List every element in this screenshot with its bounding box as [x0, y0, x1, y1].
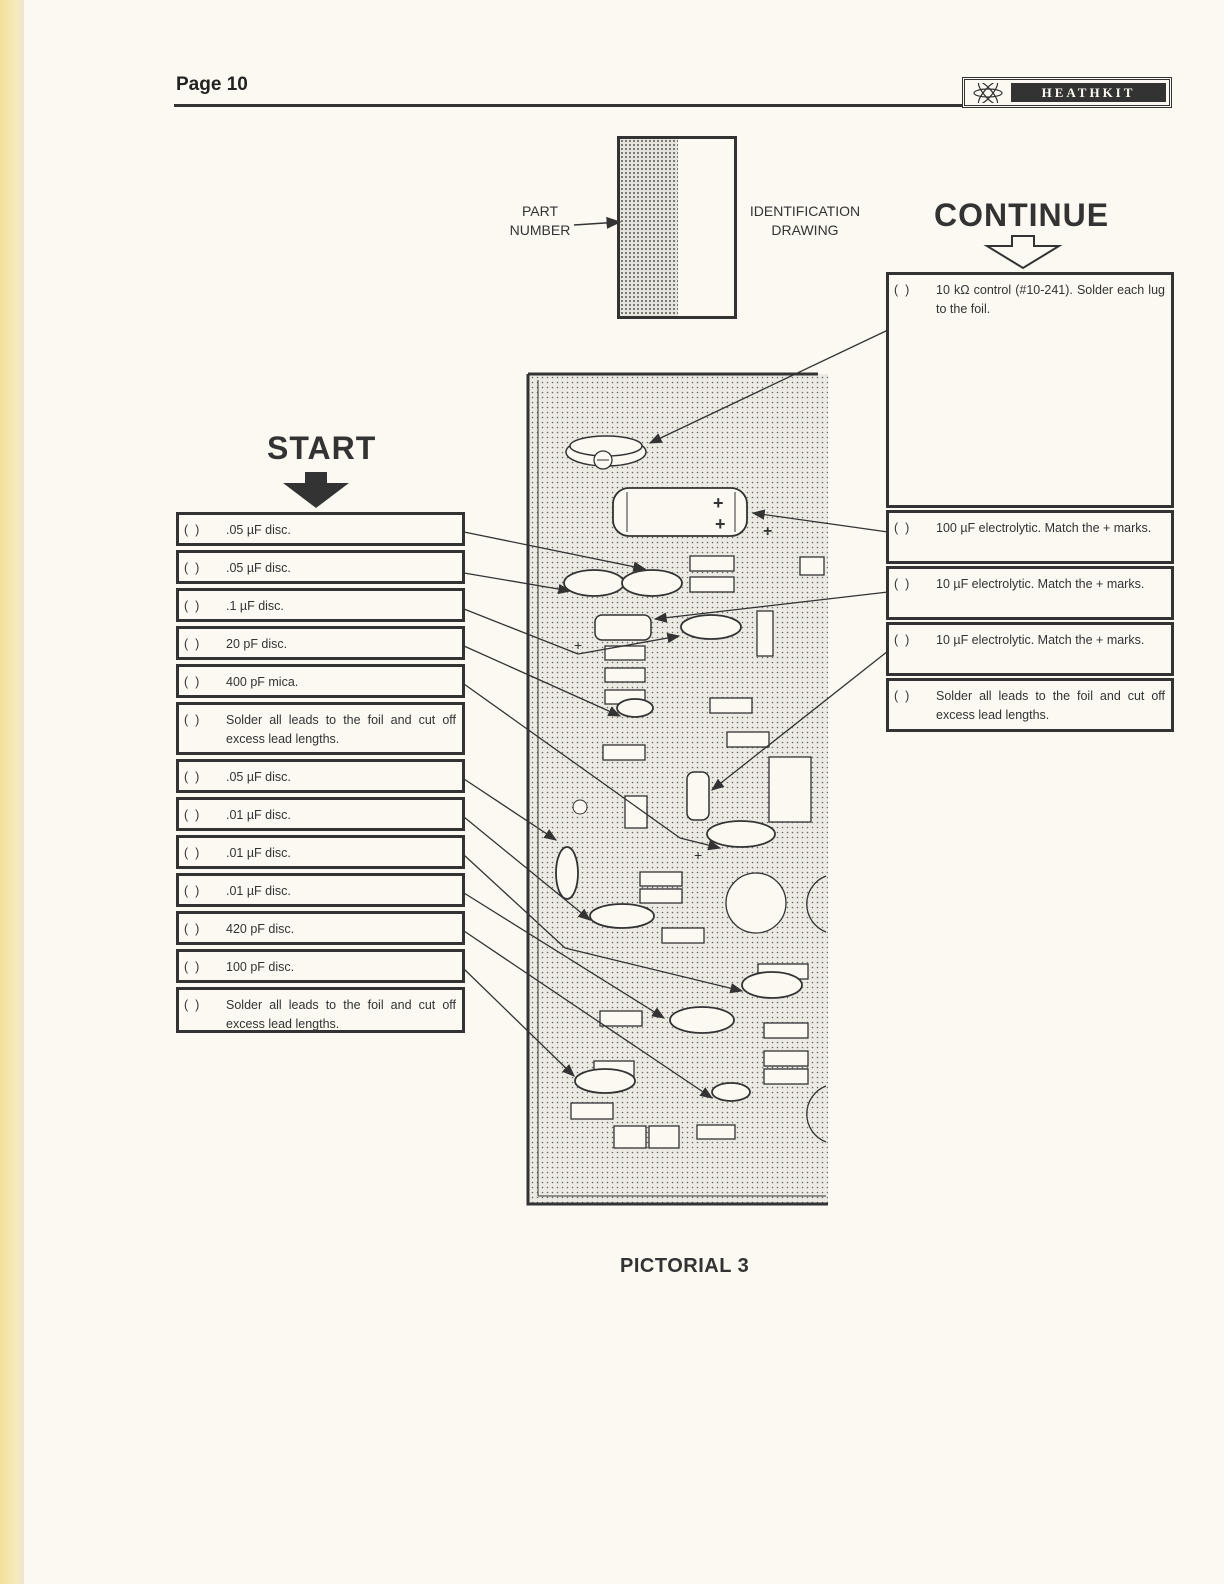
step-text: 10 µF electrolytic. Match the + marks. — [936, 633, 1145, 647]
part-label-line: PART — [521, 203, 559, 219]
step-item[interactable] — [176, 987, 465, 1033]
svg-text:+: + — [713, 493, 724, 513]
step-checkbox[interactable]: ( ) — [184, 713, 200, 727]
step-checkbox[interactable]: ( ) — [184, 922, 200, 936]
step-checkbox[interactable]: ( ) — [184, 770, 200, 784]
svg-text:+: + — [694, 847, 703, 863]
step-item[interactable] — [886, 272, 1174, 508]
start-arrow-icon — [283, 483, 349, 508]
step-text: Solder all leads to the foil and cut off excess lead lengths. — [226, 713, 456, 746]
step-checkbox[interactable]: ( ) — [184, 561, 200, 575]
step-text: 100 pF disc. — [226, 960, 295, 974]
start-arrow-shaft — [305, 472, 327, 484]
step-text: 10 µF electrolytic. Match the + marks. — [936, 577, 1145, 591]
circuit-board — [528, 374, 828, 1204]
number-label-line: NUMBER — [509, 222, 571, 238]
step-checkbox[interactable]: ( ) — [184, 675, 200, 689]
step-checkbox[interactable]: ( ) — [894, 577, 910, 591]
step-checkbox[interactable]: ( ) — [184, 523, 200, 537]
step-item[interactable] — [176, 759, 465, 793]
step-text: Solder all leads to the foil and cut off excess lead lengths. — [226, 998, 456, 1031]
step-item[interactable] — [176, 949, 465, 983]
identification-label-line: IDENTIFICATION — [749, 203, 861, 219]
step-item[interactable] — [176, 797, 465, 831]
step-checkbox[interactable]: ( ) — [184, 960, 200, 974]
drawing-label-line: DRAWING — [771, 222, 839, 238]
step-text: .1 µF disc. — [226, 599, 284, 613]
step-item[interactable] — [176, 626, 465, 660]
step-item[interactable] — [176, 911, 465, 945]
step-item[interactable] — [886, 510, 1174, 564]
step-item[interactable] — [886, 678, 1174, 732]
step-item[interactable] — [176, 664, 465, 698]
step-text: 100 µF electrolytic. Match the + marks. — [936, 521, 1152, 535]
step-text: .05 µF disc. — [226, 561, 291, 575]
step-checkbox[interactable]: ( ) — [894, 521, 910, 535]
step-checkbox[interactable]: ( ) — [184, 998, 200, 1012]
step-checkbox[interactable]: ( ) — [894, 689, 910, 703]
step-item[interactable] — [176, 588, 465, 622]
step-item[interactable] — [176, 550, 465, 584]
step-text: .05 µF disc. — [226, 770, 291, 784]
step-text: .01 µF disc. — [226, 846, 291, 860]
step-text: 420 pF disc. — [226, 922, 295, 936]
page-number: Page 10 — [176, 74, 248, 95]
step-item[interactable] — [886, 622, 1174, 676]
svg-text:+: + — [715, 514, 726, 534]
step-text: .01 µF disc. — [226, 884, 291, 898]
brand-name: HEATHKIT — [1011, 83, 1166, 102]
step-item[interactable] — [886, 566, 1174, 620]
step-item[interactable] — [176, 512, 465, 546]
step-text: .01 µF disc. — [226, 808, 291, 822]
step-text: .05 µF disc. — [226, 523, 291, 537]
step-checkbox[interactable]: ( ) — [184, 599, 200, 613]
step-item[interactable] — [176, 702, 465, 755]
step-item[interactable] — [176, 835, 465, 869]
step-text: 10 kΩ control (#10-241). Solder each lug to the foil. — [936, 283, 1165, 316]
step-checkbox[interactable]: ( ) — [184, 637, 200, 651]
start-heading: START — [267, 430, 377, 466]
step-checkbox[interactable]: ( ) — [184, 808, 200, 822]
step-text: 400 pF mica. — [226, 675, 299, 689]
continue-heading: CONTINUE — [934, 197, 1110, 233]
pictorial-caption: PICTORIAL 3 — [620, 1255, 750, 1277]
step-checkbox[interactable]: ( ) — [184, 846, 200, 860]
step-text: 20 pF disc. — [226, 637, 288, 651]
step-item[interactable] — [176, 873, 465, 907]
part-number-arrow — [574, 222, 620, 225]
step-text: Solder all leads to the foil and cut off excess lead lengths. — [936, 689, 1165, 722]
svg-text:+: + — [574, 637, 583, 653]
step-checkbox[interactable]: ( ) — [894, 283, 910, 297]
continue-arrow-icon — [987, 236, 1059, 268]
step-checkbox[interactable]: ( ) — [184, 884, 200, 898]
svg-text:+: + — [763, 523, 773, 540]
step-checkbox[interactable]: ( ) — [894, 633, 910, 647]
